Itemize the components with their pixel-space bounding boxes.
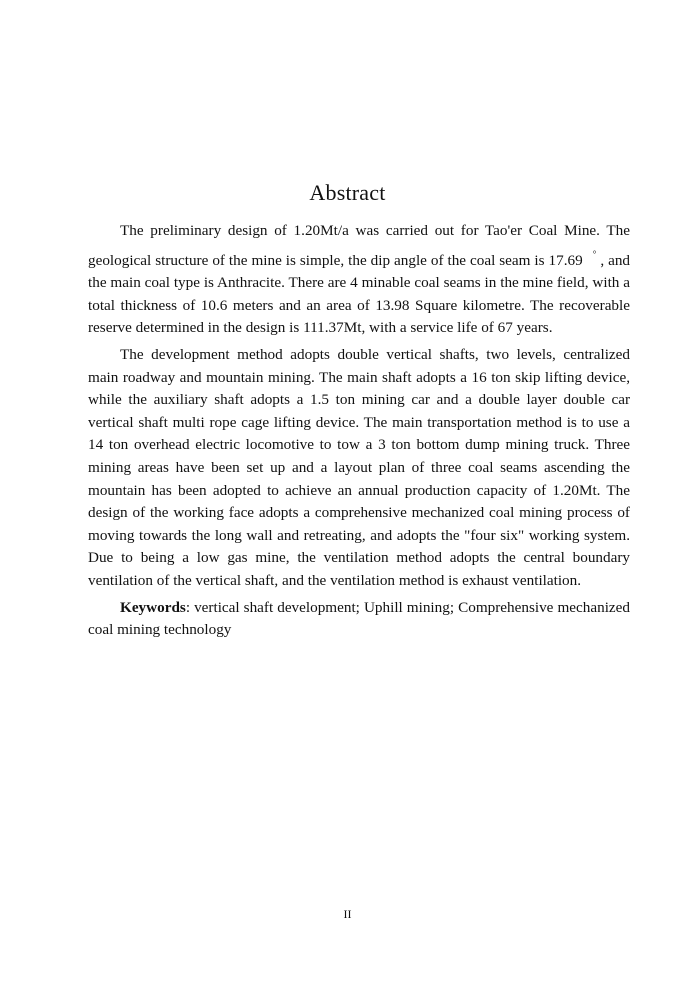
- keywords-paragraph: [88, 597, 630, 642]
- keywords-text: : vertical shaft development; Uphill mining; Comprehensive mechanized coal mining technology: [88, 598, 630, 639]
- page-number: II: [343, 907, 352, 921]
- keywords-label: Keywords: [120, 598, 186, 616]
- paragraph-1-text-b: , and the main coal type is Anthracite. There are 4 minable coal seams in the mine field, with a total thickness of 10.6 meters and an area of 13.98 Square kilometre. The recoverable reserve determined in the design is 111.37Mt, with a service life of 67 years.: [88, 251, 631, 337]
- abstract-paragraph-2: The development method adopts double vertical shafts, two levels, centralized main roadway and mountain mining. The main shaft adopts a 16 ton skip lifting device, while the auxiliary shaft adopts a 1.5 ton mining car and a double layer double car vertical shaft multi rope cage lifting device. The main transportation method is to use a 14 ton overhead electric locomotive to tow a 3 ton bottom dump mining truck. Three mining areas have been set up and a layout plan of three coal seams ascending the mountain has been adopted to achieve an annual production capacity of 1.20Mt. The design of the working face adopts a comprehensive mechanized coal mining process of moving towards the long wall and retreating, and adopts the "four six" working system. Due to being a low gas mine, the ventilation method adopts the central boundary ventilation of the vertical shaft, and the ventilation method is exhaust ventilation.: [88, 345, 630, 589]
- abstract-body: [88, 220, 630, 646]
- abstract-title: Abstract: [309, 180, 386, 205]
- abstract-paragraph-1: [88, 220, 630, 340]
- paragraph-1-text-a: The preliminary design of 1.20Mt/a was carried out for Tao'er Coal Mine. The geological structure of the mine is simple, the dip angle of the coal seam is 17.69: [88, 222, 630, 269]
- degree-symbol: °: [592, 248, 597, 259]
